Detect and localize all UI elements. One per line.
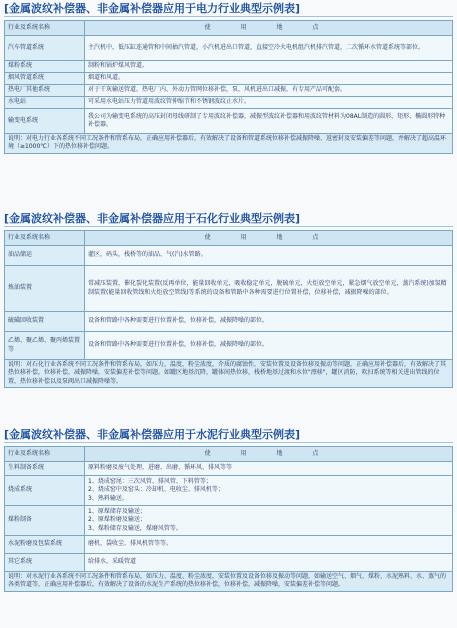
row-name: 烟风管道系统 xyxy=(5,73,85,85)
table-note-row xyxy=(5,360,453,388)
table-note: 说明：对石化行业各系统不同工况条件和管系布局，如压力，温度，粉尘浓度，介质的腐蚀性，安装位置及设备位移及振动等问题，正确应用补偿器后，有效解决了其热位移补偿，位移补偿，减振降噪，安装偏差补偿等问题。如罐区地基沉降，罐体间热位移，栈桥地基过渡和水位"漂移"，罐区消防，吹扫系统等相关进出管线的位置，热位移补偿以及泵阀出口减振降噪等。 xyxy=(5,360,453,388)
row-use xyxy=(85,476,453,506)
table-row xyxy=(5,506,453,536)
row-use xyxy=(85,506,453,536)
power-section xyxy=(4,2,453,154)
row-name: 烧成系统 xyxy=(5,476,85,506)
row-use-line: 给排水，采暖管道 xyxy=(88,558,137,566)
table-header-row xyxy=(5,447,453,462)
power-table xyxy=(4,20,453,154)
table-row xyxy=(5,312,453,332)
table-row xyxy=(5,109,453,134)
row-use: 对于干灰输送管道，热电厂内、外动力管网位移补偿，泵，风机进出口减振，有专用产品可配套。 xyxy=(85,85,453,97)
cement-table xyxy=(4,446,453,592)
row-use: 常减压装置，催化裂化装置(反再单位，能量回收单元，吸收稳定单元，脱硫单元，火炬放空单元，紧急烟气放空单元，蒸汽系统)加氢精制装置(能量回收管线和火炬放空管线)等系统的设备和管路中各种需要进行位置补偿，位移补偿，减振降噪的部位。 xyxy=(85,266,453,312)
column-header-system: 行业及系统名称 xyxy=(5,447,85,462)
table-note: 说明：对水泥行业各系统不同工况条件和管系布局，如压力、温度、粉尘浓度，安装位置及设备位移及振动等问题，如输送空气、烟气、煤粉、水泥熟料、水、蒸气的各类管道等，正确应用补偿器后，有效解决了设备的水泥生产系统的热位移补偿，位移补偿，减振降噪，安装偏差补偿等问题。 xyxy=(5,572,453,592)
petrochemical-section xyxy=(4,212,453,388)
row-use xyxy=(85,536,453,554)
row-name: 煤粉系统 xyxy=(5,61,85,73)
table-header-row xyxy=(5,21,453,36)
column-header-location: 使 用 地 点 xyxy=(85,21,453,36)
row-use: 烟道和风道。 xyxy=(85,73,453,85)
table-row xyxy=(5,462,453,476)
table-note-row xyxy=(5,572,453,592)
row-name: 油品储运 xyxy=(5,246,85,266)
row-use-line: 3、熟料输送。 xyxy=(88,494,128,502)
row-use-line: 原料粉磨及废气处理，进磨、出磨、循环风、排风等等 xyxy=(88,464,233,472)
row-use: 灌区，码头，栈桥等的油品、气(汽)水管路。 xyxy=(85,246,453,266)
section-title: [金属波纹补偿器、非金属补偿器应用于电力行业典型示例表] xyxy=(4,2,453,17)
table-row xyxy=(5,85,453,97)
row-use xyxy=(85,554,453,572)
petrochemical-table xyxy=(4,230,453,388)
row-name: 生料制备系统 xyxy=(5,462,85,476)
row-name: 水电站 xyxy=(5,97,85,109)
column-header-location: 使 用 地 点 xyxy=(85,231,453,246)
row-use: 我公司为输变电系统的高压封闭母线研制了专用波纹补偿器，减振型波纹补偿器和用波纹管材料为08AL制造的圆形、矩形、椭圆形特种补偿器。 xyxy=(85,109,453,134)
section-title: [金属波纹补偿器、非金属补偿器应用于水泥行业典型示例表] xyxy=(4,428,453,443)
row-name: 其它系统 xyxy=(5,554,85,572)
row-use: 制粉和锅炉煤风管道。 xyxy=(85,61,453,73)
table-row xyxy=(5,476,453,506)
section-title: [金属波纹补偿器、非金属补偿器应用于石化行业典型示例表] xyxy=(4,212,453,227)
row-use-line: 2、原煤粉磨及输送； xyxy=(88,516,146,524)
table-header-row xyxy=(5,231,453,246)
row-name: 水泥粉磨及包装系统 xyxy=(5,536,85,554)
table-row xyxy=(5,36,453,61)
row-name: 炼油装置 xyxy=(5,266,85,312)
column-header-system: 行业及系统名称 xyxy=(5,231,85,246)
row-name: 热电厂其他系统 xyxy=(5,85,85,97)
row-name: 输变电系统 xyxy=(5,109,85,134)
row-use xyxy=(85,462,453,476)
row-use-line: 3、煤粉储存及输送，煤磨风管等。 xyxy=(88,524,182,532)
row-name: 硫磺回收装置 xyxy=(5,312,85,332)
table-row xyxy=(5,61,453,73)
column-header-location: 使 用 地 点 xyxy=(85,447,453,462)
table-row xyxy=(5,554,453,572)
row-use: 设备和管路中各种需要进行位置补偿，位移补偿，减振降噪的部位。 xyxy=(85,312,453,332)
row-name: 乙烯、聚乙烯、聚丙烯装置等 xyxy=(5,332,85,360)
table-row xyxy=(5,246,453,266)
row-use-line: 1、烧成窑尾：三次风管、排风管、下料管等； xyxy=(88,477,212,485)
table-row xyxy=(5,266,453,312)
row-use-line: 1、原煤储存及输送； xyxy=(88,507,146,515)
table-row xyxy=(5,332,453,360)
table-note: 说明：对电力行业各系统不同工况条件和管系布局，正确应用补偿器后，有效解决了设备和管道系统位移补偿减振降噪、返密封及安装偏差等问题，并解决了超高温环境（≥1000℃）下的热位移补偿问题。 xyxy=(5,134,453,154)
table-row xyxy=(5,97,453,109)
cement-section xyxy=(4,428,453,592)
table-row xyxy=(5,536,453,554)
column-header-system: 行业及系统名称 xyxy=(5,21,85,36)
row-use-line: 磨机、袋收尘、排风机管等等。 xyxy=(88,540,173,548)
row-use-line: 2、烧成窑中及窑头：冷却机、电收尘、排风机等； xyxy=(88,486,224,494)
table-note-row xyxy=(5,134,453,154)
row-name: 煤粉制备 xyxy=(5,506,85,536)
row-use: 可采用水电站压力管道用波纹管伸缩节和不锈钢波纹止水片。 xyxy=(85,97,453,109)
row-use: 主汽机中，低压缸连通管和中间抽汽管道，小汽机进出口管道，直接空冷火电机组汽机排汽管道，二次循环水管道系统等部位。 xyxy=(85,36,453,61)
row-use: 设备和管路中各种需要进行位置补偿，位移补偿，减振降噪的部位。 xyxy=(85,332,453,360)
row-name: 汽车管道系统 xyxy=(5,36,85,61)
table-row xyxy=(5,73,453,85)
